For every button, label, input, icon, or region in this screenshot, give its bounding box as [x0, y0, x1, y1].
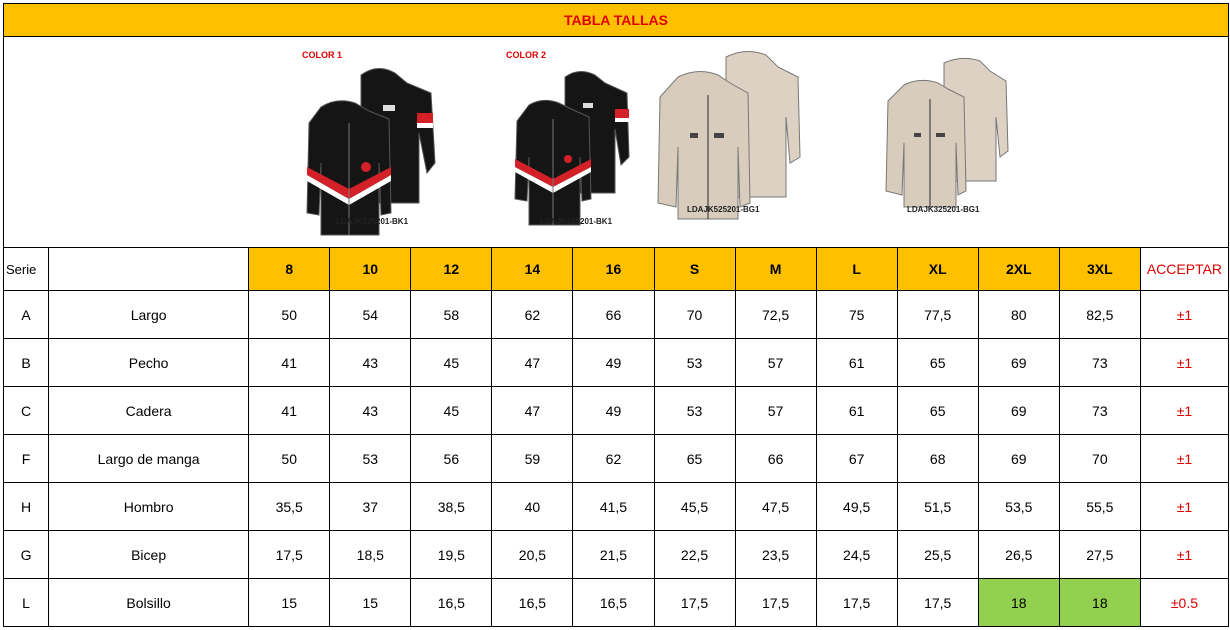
row-measure-name: Bicep [49, 531, 249, 579]
jacket-black-red-icon [509, 67, 634, 232]
measurement-cell: 57 [735, 387, 816, 435]
product-sku-2: LDAJK325201-BK1 [540, 217, 613, 226]
size-table [3, 247, 1229, 627]
measurement-cell: 50 [249, 435, 330, 483]
size-header: L [816, 248, 897, 291]
measurement-cell: 66 [735, 435, 816, 483]
measurement-cell: 18 [978, 579, 1059, 627]
measurement-cell: 61 [816, 339, 897, 387]
measurement-cell: 69 [978, 435, 1059, 483]
measurement-cell: 15 [249, 579, 330, 627]
measurement-cell: 72,5 [735, 291, 816, 339]
size-header: 10 [330, 248, 411, 291]
table-row [4, 579, 1229, 627]
measurement-cell: 17,5 [654, 579, 735, 627]
measurement-cell: 82,5 [1059, 291, 1140, 339]
tolerance-cell: ±1 [1140, 483, 1228, 531]
size-header: 16 [573, 248, 654, 291]
size-header: M [735, 248, 816, 291]
measurement-cell: 18 [1059, 579, 1140, 627]
measurement-cell: 17,5 [816, 579, 897, 627]
measurement-cell: 23,5 [735, 531, 816, 579]
measurement-cell: 65 [897, 387, 978, 435]
measurement-cell: 43 [330, 339, 411, 387]
measurement-cell: 41 [249, 387, 330, 435]
row-measure-name: Cadera [49, 387, 249, 435]
measurement-cell: 67 [816, 435, 897, 483]
measurement-cell: 18,5 [330, 531, 411, 579]
measurement-cell: 47,5 [735, 483, 816, 531]
size-header: 14 [492, 248, 573, 291]
measurement-cell: 69 [978, 339, 1059, 387]
measurement-cell: 15 [330, 579, 411, 627]
measurement-cell: 37 [330, 483, 411, 531]
measurement-cell: 38,5 [411, 483, 492, 531]
measurement-cell: 49 [573, 387, 654, 435]
size-table-body [4, 248, 1229, 627]
measurement-cell: 16,5 [411, 579, 492, 627]
measurement-cell: 22,5 [654, 531, 735, 579]
measurement-cell: 68 [897, 435, 978, 483]
size-header: 8 [249, 248, 330, 291]
measurement-cell: 26,5 [978, 531, 1059, 579]
measurement-cell: 73 [1059, 387, 1140, 435]
measurement-cell: 75 [816, 291, 897, 339]
row-measure-name: Pecho [49, 339, 249, 387]
measurement-cell: 62 [573, 435, 654, 483]
measurement-cell: 65 [654, 435, 735, 483]
tolerance-cell: ±1 [1140, 435, 1228, 483]
measurement-cell: 80 [978, 291, 1059, 339]
row-measure-name: Bolsillo [49, 579, 249, 627]
measurement-cell: 17,5 [735, 579, 816, 627]
measurement-cell: 16,5 [573, 579, 654, 627]
measurement-cell: 56 [411, 435, 492, 483]
measurement-cell: 55,5 [1059, 483, 1140, 531]
tolerance-cell: ±1 [1140, 387, 1228, 435]
measurement-cell: 49 [573, 339, 654, 387]
measurement-cell: 66 [573, 291, 654, 339]
measurement-cell: 43 [330, 387, 411, 435]
measurement-cell: 58 [411, 291, 492, 339]
size-chart-sheet [3, 3, 1229, 627]
row-code: G [4, 531, 49, 579]
row-code: H [4, 483, 49, 531]
measurement-cell: 47 [492, 387, 573, 435]
row-code: F [4, 435, 49, 483]
accept-header: ACCEPTAR [1140, 248, 1228, 291]
product-sku-1: LDAJK525201-BK1 [336, 217, 409, 226]
measurement-cell: 54 [330, 291, 411, 339]
table-row [4, 387, 1229, 435]
size-header: XL [897, 248, 978, 291]
measurement-cell: 53 [330, 435, 411, 483]
tolerance-cell: ±1 [1140, 339, 1228, 387]
measurement-cell: 41 [249, 339, 330, 387]
color-label-1: COLOR 1 [302, 50, 343, 60]
jacket-beige-icon [654, 47, 804, 222]
measurement-cell: 70 [654, 291, 735, 339]
tolerance-cell: ±1 [1140, 531, 1228, 579]
product-sku-4: LDAJK325201-BG1 [907, 205, 980, 214]
measurement-cell: 62 [492, 291, 573, 339]
measurement-cell: 53 [654, 387, 735, 435]
color-label-2: COLOR 2 [506, 50, 547, 60]
measurement-cell: 17,5 [897, 579, 978, 627]
serie-header: Serie [4, 248, 49, 291]
measurement-cell: 41,5 [573, 483, 654, 531]
table-row [4, 291, 1229, 339]
measurement-cell: 17,5 [249, 531, 330, 579]
size-header: 12 [411, 248, 492, 291]
jacket-black-red-icon [299, 63, 439, 238]
measurement-cell: 21,5 [573, 531, 654, 579]
measurement-cell: 51,5 [897, 483, 978, 531]
product-images [3, 37, 1229, 247]
table-row [4, 435, 1229, 483]
table-row [4, 339, 1229, 387]
measurement-cell: 19,5 [411, 531, 492, 579]
table-row [4, 531, 1229, 579]
size-header: 3XL [1059, 248, 1140, 291]
measurement-cell: 45 [411, 387, 492, 435]
measurement-cell: 73 [1059, 339, 1140, 387]
measurement-cell: 65 [897, 339, 978, 387]
row-code: L [4, 579, 49, 627]
measure-header [49, 248, 249, 291]
measurement-cell: 47 [492, 339, 573, 387]
measurement-cell: 69 [978, 387, 1059, 435]
measurement-cell: 53,5 [978, 483, 1059, 531]
measurement-cell: 53 [654, 339, 735, 387]
measurement-cell: 35,5 [249, 483, 330, 531]
size-header: 2XL [978, 248, 1059, 291]
tolerance-cell: ±1 [1140, 291, 1228, 339]
row-measure-name: Hombro [49, 483, 249, 531]
product-sku-3: LDAJK525201-BG1 [687, 205, 760, 214]
measurement-cell: 45,5 [654, 483, 735, 531]
jacket-beige-icon [882, 55, 1012, 215]
row-measure-name: Largo [49, 291, 249, 339]
measurement-cell: 49,5 [816, 483, 897, 531]
measurement-cell: 24,5 [816, 531, 897, 579]
measurement-cell: 27,5 [1059, 531, 1140, 579]
measurement-cell: 57 [735, 339, 816, 387]
size-header: S [654, 248, 735, 291]
row-measure-name: Largo de manga [49, 435, 249, 483]
chart-title: TABLA TALLAS [3, 3, 1229, 37]
table-row [4, 483, 1229, 531]
measurement-cell: 50 [249, 291, 330, 339]
measurement-cell: 25,5 [897, 531, 978, 579]
table-header-row [4, 248, 1229, 291]
measurement-cell: 59 [492, 435, 573, 483]
measurement-cell: 77,5 [897, 291, 978, 339]
measurement-cell: 61 [816, 387, 897, 435]
row-code: C [4, 387, 49, 435]
measurement-cell: 20,5 [492, 531, 573, 579]
measurement-cell: 40 [492, 483, 573, 531]
row-code: A [4, 291, 49, 339]
measurement-cell: 70 [1059, 435, 1140, 483]
measurement-cell: 16,5 [492, 579, 573, 627]
row-code: B [4, 339, 49, 387]
measurement-cell: 45 [411, 339, 492, 387]
tolerance-cell: ±0.5 [1140, 579, 1228, 627]
